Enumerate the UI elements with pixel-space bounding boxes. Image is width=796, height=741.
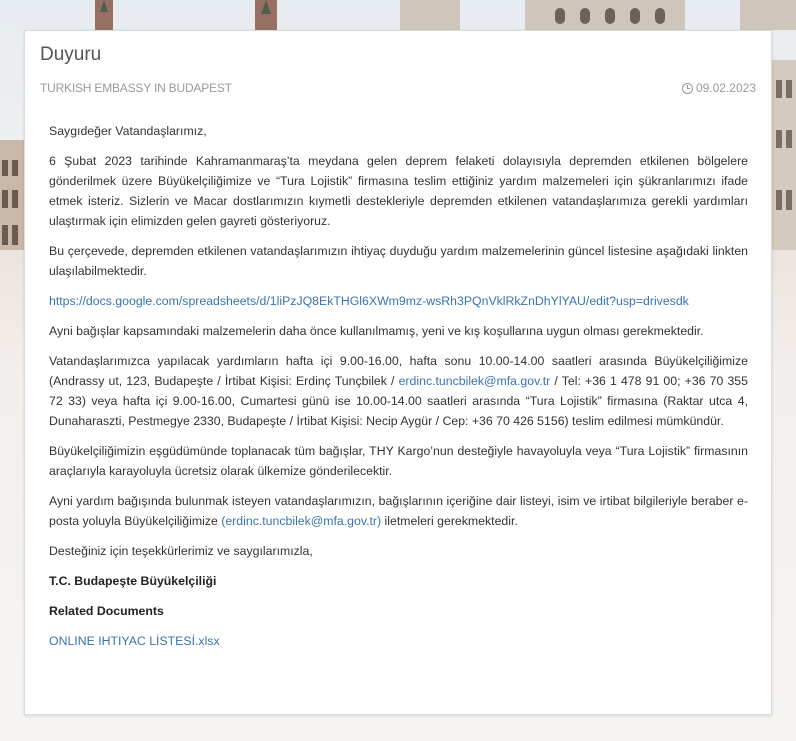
- paragraph-1: 6 Şubat 2023 tarihinde Kahramanmaraş’ta meydana gelen deprem felaketi dolayısıyla depremden etkilenen bölgelere gönderilmek üzere Büyükelçiliğimize ve “Tura Lojistik” firmasına teslim ettiğiniz yardım malzemeleri için şükranlarımızı ifade etmek isteriz. Sizlerin ve Macar dostlarımızın kıymetli destekleriyle depremden etkilenen vatandaşlarımıza gerekli yardımları ulaştırmak için elimizden gelen gayreti gösteriyoruz.: [49, 154, 748, 228]
- related-documents-list: [49, 631, 748, 651]
- paragraph-6-text-a: Ayni yardım bağışında bulunmak isteyen vatandaşlarımızın, bağışlarının içeriğine dair listeyi, isim ve irtibat bilgileriyle beraber e-posta yoluyla Büyükelçiliğimize: [49, 494, 748, 528]
- greeting: Saygıdeğer Vatandaşlarımız,: [49, 124, 207, 138]
- publish-date: [682, 81, 756, 95]
- page-title: Duyuru: [40, 44, 102, 65]
- email-link-2[interactable]: (erdinc.tuncbilek@mfa.gov.tr): [221, 514, 382, 528]
- paragraph-link: [49, 291, 748, 311]
- paragraph-4-text-b: / Tel: +36 1 478 91 00; +36 70 355 72 33) veya hafta içi 9.00-16.00, Cumartesi günü ise 10.00-14.00 saatleri arasında “Tura Lojistik” firmasına (Raktar utca 4, Dunaharaszti, Pestmegye 2330, Budapeşte / İrtibat Kişisi: Necip Aygür / Cep: +36 70 426 5156) teslim edilmesi mümkündür.: [49, 374, 748, 428]
- announcement-body: [49, 121, 748, 661]
- paragraph-6-text-b: iletmeleri gerekmektedir.: [381, 514, 518, 528]
- clock-icon: [682, 83, 693, 94]
- signature: T.C. Budapeşte Büyükelçiliği: [49, 574, 217, 588]
- date-text: 09.02.2023: [695, 81, 756, 95]
- source-label: TURKISH EMBASSY IN BUDAPEST: [40, 81, 232, 95]
- paragraph-2: Bu çerçevede, depremden etkilenen vatandaşlarımızın ihtiyaç duyduğu yardım malzemelerinin güncel listesine aşağıdaki linkten ulaşılabilmektedir.: [49, 244, 748, 278]
- related-document-link[interactable]: ONLINE IHTIYAC LİSTESİ.xlsx: [49, 634, 220, 648]
- paragraph-4-text-a: Vatandaşlarımızca yapılacak yardımların hafta içi 9.00-16.00, hafta sonu 10.00-14.00 saatleri arasında Büyükelçiliğimize (Andrassy ut, 123, Budapeşte / İrtibat Kişisi: Erdinç Tunçbilek /: [49, 354, 748, 388]
- paragraph-4: [49, 351, 748, 431]
- email-link[interactable]: erdinc.tuncbilek@mfa.gov.tr: [398, 374, 551, 388]
- announcement-card: [24, 30, 772, 715]
- closing: Desteğiniz için teşekkürlerimiz ve saygılarımızla,: [49, 544, 313, 558]
- spreadsheet-link[interactable]: https://docs.google.com/spreadsheets/d/1liPzJQ8EkTHGl6XWm9mz-wsRh3PQnVklRkZnDhYlYAU/edit?usp=drivesdk: [49, 294, 689, 308]
- paragraph-6: [49, 491, 748, 531]
- paragraph-5: Büyükelçiliğimizin eşgüdümünde toplanacak tüm bağışlar, THY Kargo’nun desteğiyle havayoluyla veya “Tura Lojistik” firmasının araçlarıyla karayoluyla ücretsiz olarak ülkemize gönderilecektir.: [49, 444, 748, 478]
- paragraph-3: Ayni bağışlar kapsamındaki malzemelerin daha önce kullanılmamış, yeni ve kış koşullarına uygun olması gerekmektedir.: [49, 324, 704, 338]
- related-documents-heading: Related Documents: [49, 604, 164, 618]
